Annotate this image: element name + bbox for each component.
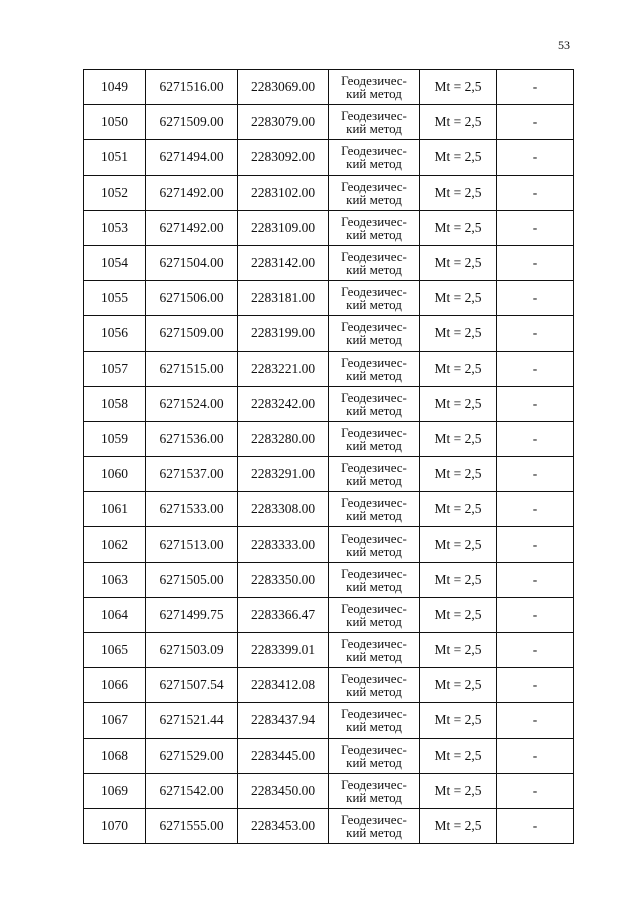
precision-cell: Mt = 2,5 xyxy=(420,597,497,632)
x-coordinate-cell: 6271536.00 xyxy=(146,421,238,456)
method-cell xyxy=(329,738,420,773)
method-line-2: кий метод xyxy=(346,825,402,841)
y-coordinate-cell: 2283308.00 xyxy=(238,492,329,527)
method-line-1: Геодезичес- xyxy=(341,284,407,300)
method-cell xyxy=(329,386,420,421)
point-number-cell: 1051 xyxy=(84,140,146,175)
point-number-cell: 1050 xyxy=(84,105,146,140)
point-number-cell: 1066 xyxy=(84,668,146,703)
y-coordinate-cell: 2283079.00 xyxy=(238,105,329,140)
method-line-2: кий метод xyxy=(346,332,402,348)
method-line-2: кий метод xyxy=(346,473,402,489)
x-coordinate-cell: 6271542.00 xyxy=(146,773,238,808)
x-coordinate-cell: 6271505.00 xyxy=(146,562,238,597)
note-cell: - xyxy=(497,668,574,703)
method-line-1: Геодезичес- xyxy=(341,178,407,194)
method-cell xyxy=(329,316,420,351)
precision-cell: Mt = 2,5 xyxy=(420,738,497,773)
point-number-cell: 1060 xyxy=(84,457,146,492)
point-number-cell: 1062 xyxy=(84,527,146,562)
x-coordinate-cell: 6271516.00 xyxy=(146,70,238,105)
method-line-2: кий метод xyxy=(346,508,402,524)
note-cell: - xyxy=(497,281,574,316)
method-line-2: кий метод xyxy=(346,191,402,207)
note-cell: - xyxy=(497,210,574,245)
point-number-cell: 1049 xyxy=(84,70,146,105)
method-line-1: Геодезичес- xyxy=(341,565,407,581)
method-line-1: Геодезичес- xyxy=(341,108,407,124)
x-coordinate-cell: 6271529.00 xyxy=(146,738,238,773)
note-cell: - xyxy=(497,316,574,351)
precision-cell: Mt = 2,5 xyxy=(420,105,497,140)
method-line-1: Геодезичес- xyxy=(341,671,407,687)
x-coordinate-cell: 6271524.00 xyxy=(146,386,238,421)
x-coordinate-cell: 6271537.00 xyxy=(146,457,238,492)
y-coordinate-cell: 2283221.00 xyxy=(238,351,329,386)
method-line-1: Геодезичес- xyxy=(341,213,407,229)
method-cell xyxy=(329,527,420,562)
point-number-cell: 1052 xyxy=(84,175,146,210)
y-coordinate-cell: 2283412.08 xyxy=(238,668,329,703)
method-line-1: Геодезичес- xyxy=(341,389,407,405)
y-coordinate-cell: 2283092.00 xyxy=(238,140,329,175)
method-line-1: Геодезичес- xyxy=(341,636,407,652)
precision-cell: Mt = 2,5 xyxy=(420,245,497,280)
point-number-cell: 1053 xyxy=(84,210,146,245)
table-row xyxy=(84,245,574,280)
point-number-cell: 1068 xyxy=(84,738,146,773)
point-number-cell: 1070 xyxy=(84,808,146,843)
x-coordinate-cell: 6271507.54 xyxy=(146,668,238,703)
table-row xyxy=(84,668,574,703)
point-number-cell: 1059 xyxy=(84,421,146,456)
method-line-2: кий метод xyxy=(346,789,402,805)
y-coordinate-cell: 2283445.00 xyxy=(238,738,329,773)
method-line-2: кий метод xyxy=(346,437,402,453)
table-row xyxy=(84,281,574,316)
method-line-1: Геодезичес- xyxy=(341,495,407,511)
y-coordinate-cell: 2283399.01 xyxy=(238,633,329,668)
x-coordinate-cell: 6271503.09 xyxy=(146,633,238,668)
note-cell: - xyxy=(497,703,574,738)
method-line-1: Геодезичес- xyxy=(341,600,407,616)
method-line-2: кий метод xyxy=(346,86,402,102)
table-row xyxy=(84,210,574,245)
table-row xyxy=(84,808,574,843)
method-cell xyxy=(329,633,420,668)
note-cell: - xyxy=(497,351,574,386)
coordinates-table-body xyxy=(84,70,574,844)
precision-cell: Mt = 2,5 xyxy=(420,281,497,316)
precision-cell: Mt = 2,5 xyxy=(420,421,497,456)
x-coordinate-cell: 6271513.00 xyxy=(146,527,238,562)
x-coordinate-cell: 6271492.00 xyxy=(146,210,238,245)
method-line-2: кий метод xyxy=(346,297,402,313)
method-cell xyxy=(329,773,420,808)
x-coordinate-cell: 6271492.00 xyxy=(146,175,238,210)
method-line-1: Геодезичес- xyxy=(341,460,407,476)
table-row xyxy=(84,633,574,668)
x-coordinate-cell: 6271509.00 xyxy=(146,105,238,140)
method-line-1: Геодезичес- xyxy=(341,249,407,265)
precision-cell: Mt = 2,5 xyxy=(420,492,497,527)
table-row xyxy=(84,140,574,175)
x-coordinate-cell: 6271499.75 xyxy=(146,597,238,632)
precision-cell: Mt = 2,5 xyxy=(420,808,497,843)
precision-cell: Mt = 2,5 xyxy=(420,210,497,245)
precision-cell: Mt = 2,5 xyxy=(420,70,497,105)
method-line-2: кий метод xyxy=(346,684,402,700)
method-line-2: кий метод xyxy=(346,402,402,418)
y-coordinate-cell: 2283437.94 xyxy=(238,703,329,738)
x-coordinate-cell: 6271494.00 xyxy=(146,140,238,175)
table-row xyxy=(84,773,574,808)
precision-cell: Mt = 2,5 xyxy=(420,351,497,386)
table-row xyxy=(84,175,574,210)
point-number-cell: 1054 xyxy=(84,245,146,280)
y-coordinate-cell: 2283366.47 xyxy=(238,597,329,632)
method-cell xyxy=(329,703,420,738)
x-coordinate-cell: 6271506.00 xyxy=(146,281,238,316)
method-cell xyxy=(329,245,420,280)
method-line-1: Геодезичес- xyxy=(341,776,407,792)
table-row xyxy=(84,527,574,562)
method-cell xyxy=(329,668,420,703)
method-cell xyxy=(329,140,420,175)
note-cell: - xyxy=(497,386,574,421)
method-line-1: Геодезичес- xyxy=(341,706,407,722)
y-coordinate-cell: 2283333.00 xyxy=(238,527,329,562)
method-line-2: кий метод xyxy=(346,719,402,735)
y-coordinate-cell: 2283181.00 xyxy=(238,281,329,316)
point-number-cell: 1067 xyxy=(84,703,146,738)
method-line-2: кий метод xyxy=(346,156,402,172)
table-row xyxy=(84,316,574,351)
y-coordinate-cell: 2283069.00 xyxy=(238,70,329,105)
method-line-2: кий метод xyxy=(346,367,402,383)
method-line-2: кий метод xyxy=(346,613,402,629)
note-cell: - xyxy=(497,738,574,773)
method-cell xyxy=(329,597,420,632)
table-row xyxy=(84,562,574,597)
method-line-2: кий метод xyxy=(346,578,402,594)
method-line-1: Геодезичес- xyxy=(341,73,407,89)
note-cell: - xyxy=(497,562,574,597)
x-coordinate-cell: 6271509.00 xyxy=(146,316,238,351)
note-cell: - xyxy=(497,245,574,280)
note-cell: - xyxy=(497,773,574,808)
method-cell xyxy=(329,457,420,492)
method-cell xyxy=(329,808,420,843)
method-line-1: Геодезичес- xyxy=(341,530,407,546)
method-line-1: Геодезичес- xyxy=(341,424,407,440)
table-row xyxy=(84,421,574,456)
y-coordinate-cell: 2283291.00 xyxy=(238,457,329,492)
point-number-cell: 1055 xyxy=(84,281,146,316)
y-coordinate-cell: 2283109.00 xyxy=(238,210,329,245)
table-row xyxy=(84,105,574,140)
table-row xyxy=(84,492,574,527)
method-cell xyxy=(329,210,420,245)
note-cell: - xyxy=(497,105,574,140)
point-number-cell: 1057 xyxy=(84,351,146,386)
method-line-1: Геодезичес- xyxy=(341,319,407,335)
method-cell xyxy=(329,492,420,527)
precision-cell: Mt = 2,5 xyxy=(420,668,497,703)
precision-cell: Mt = 2,5 xyxy=(420,562,497,597)
point-number-cell: 1063 xyxy=(84,562,146,597)
method-line-2: кий метод xyxy=(346,543,402,559)
x-coordinate-cell: 6271555.00 xyxy=(146,808,238,843)
x-coordinate-cell: 6271521.44 xyxy=(146,703,238,738)
precision-cell: Mt = 2,5 xyxy=(420,140,497,175)
point-number-cell: 1065 xyxy=(84,633,146,668)
y-coordinate-cell: 2283450.00 xyxy=(238,773,329,808)
point-number-cell: 1069 xyxy=(84,773,146,808)
method-line-2: кий метод xyxy=(346,754,402,770)
note-cell: - xyxy=(497,140,574,175)
y-coordinate-cell: 2283142.00 xyxy=(238,245,329,280)
method-cell xyxy=(329,421,420,456)
note-cell: - xyxy=(497,70,574,105)
method-cell xyxy=(329,70,420,105)
method-line-1: Геодезичес- xyxy=(341,143,407,159)
y-coordinate-cell: 2283102.00 xyxy=(238,175,329,210)
table-row xyxy=(84,597,574,632)
note-cell: - xyxy=(497,808,574,843)
precision-cell: Mt = 2,5 xyxy=(420,175,497,210)
method-line-2: кий метод xyxy=(346,121,402,137)
x-coordinate-cell: 6271504.00 xyxy=(146,245,238,280)
y-coordinate-cell: 2283350.00 xyxy=(238,562,329,597)
point-number-cell: 1056 xyxy=(84,316,146,351)
note-cell: - xyxy=(497,421,574,456)
precision-cell: Mt = 2,5 xyxy=(420,457,497,492)
y-coordinate-cell: 2283199.00 xyxy=(238,316,329,351)
precision-cell: Mt = 2,5 xyxy=(420,633,497,668)
table-row xyxy=(84,70,574,105)
precision-cell: Mt = 2,5 xyxy=(420,316,497,351)
method-line-1: Геодезичес- xyxy=(341,354,407,370)
table-row xyxy=(84,738,574,773)
point-number-cell: 1061 xyxy=(84,492,146,527)
method-line-2: кий метод xyxy=(346,226,402,242)
note-cell: - xyxy=(497,175,574,210)
method-line-1: Геодезичес- xyxy=(341,812,407,828)
y-coordinate-cell: 2283280.00 xyxy=(238,421,329,456)
point-number-cell: 1064 xyxy=(84,597,146,632)
table-row xyxy=(84,351,574,386)
precision-cell: Mt = 2,5 xyxy=(420,703,497,738)
table-row xyxy=(84,703,574,738)
x-coordinate-cell: 6271533.00 xyxy=(146,492,238,527)
y-coordinate-cell: 2283453.00 xyxy=(238,808,329,843)
y-coordinate-cell: 2283242.00 xyxy=(238,386,329,421)
note-cell: - xyxy=(497,633,574,668)
point-number-cell: 1058 xyxy=(84,386,146,421)
method-cell xyxy=(329,281,420,316)
method-cell xyxy=(329,105,420,140)
method-line-2: кий метод xyxy=(346,262,402,278)
method-cell xyxy=(329,175,420,210)
precision-cell: Mt = 2,5 xyxy=(420,773,497,808)
note-cell: - xyxy=(497,527,574,562)
coordinates-table xyxy=(83,69,574,844)
precision-cell: Mt = 2,5 xyxy=(420,386,497,421)
method-cell xyxy=(329,562,420,597)
x-coordinate-cell: 6271515.00 xyxy=(146,351,238,386)
precision-cell: Mt = 2,5 xyxy=(420,527,497,562)
note-cell: - xyxy=(497,597,574,632)
method-line-1: Геодезичес- xyxy=(341,741,407,757)
method-cell xyxy=(329,351,420,386)
table-row xyxy=(84,386,574,421)
note-cell: - xyxy=(497,492,574,527)
table-row xyxy=(84,457,574,492)
note-cell: - xyxy=(497,457,574,492)
page-number: 53 xyxy=(558,38,570,52)
method-line-2: кий метод xyxy=(346,649,402,665)
